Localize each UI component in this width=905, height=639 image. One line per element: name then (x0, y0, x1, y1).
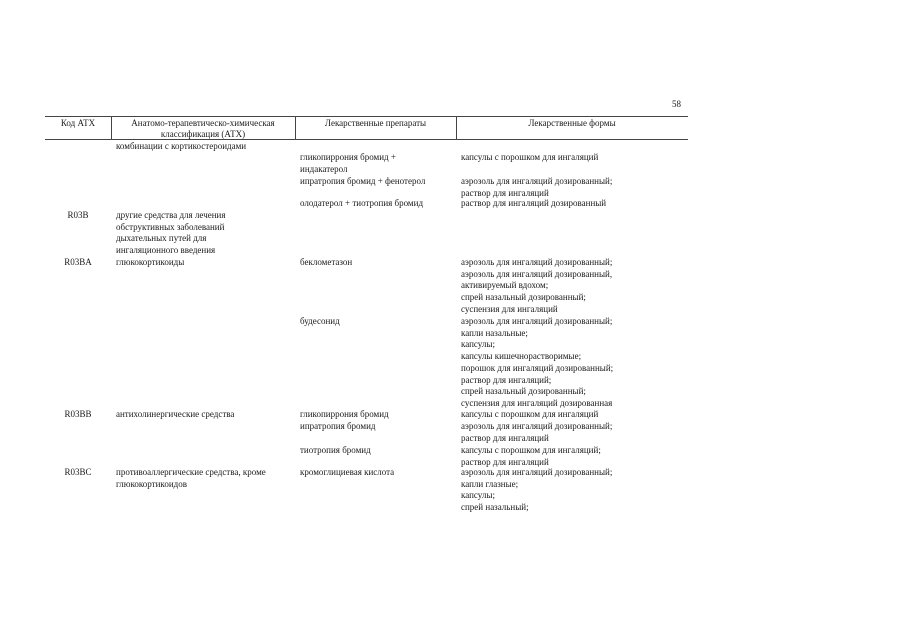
table-header-rule (45, 139, 688, 140)
dosage-form: порошок для ингаляций дозированный; (461, 362, 614, 373)
dosage-form: капсулы с порошком для ингаляций; (461, 445, 601, 455)
dosage-form: суспензия для ингаляций дозированная (461, 397, 613, 408)
drug-name: беклометазон (300, 257, 353, 267)
dosage-form: аэрозоль для ингаляций дозированный, (461, 268, 613, 279)
classification-text: глюкокортикоидов (116, 478, 187, 489)
classification-text: комбинации с кортикостероидами (116, 141, 247, 151)
dosage-form: раствор для ингаляций (461, 187, 549, 198)
dosage-form: раствор для ингаляций (461, 432, 549, 443)
dosage-form: аэрозоль для ингаляций дозированный; (461, 176, 613, 186)
dosage-form: капсулы с порошком для ингаляций (461, 152, 599, 162)
dosage-form: спрей назальный дозированный; (461, 292, 586, 303)
drug-name: олодатерол + тиотропия бромид (300, 198, 424, 208)
dosage-form: суспензия для ингаляций (461, 303, 558, 314)
atc-code: R03BA (64, 257, 92, 267)
drug-name: ипратропия бромид + фенотерол (300, 176, 426, 186)
drug-name: будесонид (300, 316, 340, 326)
atc-code: R03BB (64, 409, 92, 419)
classification-text: противоаллергические средства, кроме (116, 467, 266, 477)
dosage-form: капсулы; (461, 490, 495, 501)
header-forms: Лекарственные формы (528, 118, 616, 128)
dosage-form: раствор для ингаляций (461, 456, 549, 467)
atc-code: R03B (67, 210, 89, 220)
atc-code: R03BC (64, 467, 92, 477)
classification-text: другие средства для лечения (116, 210, 226, 220)
classification-text: обструктивных заболеваний (116, 221, 225, 232)
header-classification: Анатомо-терапевтическо-химическая классификация (АТХ) (131, 118, 275, 139)
dosage-form: аэрозоль для ингаляций дозированный; (461, 257, 613, 267)
dosage-form: капсулы кишечнорастворимые; (461, 351, 582, 362)
dosage-form: раствор для ингаляций дозированный (461, 198, 607, 208)
classification-text: ингаляционного введения (116, 245, 216, 256)
header-drugs: Лекарственные препараты (324, 118, 427, 128)
drug-name: ипратропия бромид (300, 421, 376, 431)
header-code: Код АТХ (60, 118, 96, 128)
dosage-form: капсулы; (461, 339, 495, 350)
dosage-form: активируемый вдохом; (461, 280, 549, 291)
table-top-rule (45, 116, 688, 117)
dosage-form: аэрозоль для ингаляций дозированный; (461, 467, 613, 477)
dosage-form: аэрозоль для ингаляций дозированный; (461, 316, 613, 326)
drug-name: тиотропия бромид (300, 445, 371, 455)
dosage-form: раствор для ингаляций; (461, 374, 552, 385)
dosage-form: аэрозоль для ингаляций дозированный; (461, 421, 613, 431)
classification-text: глюкокортикоиды (116, 257, 185, 267)
column-divider (111, 116, 112, 139)
page-number: 58 (672, 99, 681, 109)
dosage-form: капсулы с порошком для ингаляций (461, 409, 599, 419)
dosage-form: спрей назальный дозированный; (461, 386, 586, 397)
drug-name: гликопиррония бромид (300, 409, 389, 419)
drug-name: гликопиррония бромид + (300, 152, 396, 162)
dosage-form: капли назальные; (461, 327, 528, 338)
dosage-form: спрей назальный; (461, 502, 529, 513)
classification-text: дыхательных путей для (116, 233, 207, 244)
classification-text: антихолинергические средства (116, 409, 235, 419)
drug-name: кромоглициевая кислота (300, 467, 395, 477)
drug-name: индакатерол (300, 163, 348, 174)
dosage-form: капли глазные; (461, 478, 519, 489)
